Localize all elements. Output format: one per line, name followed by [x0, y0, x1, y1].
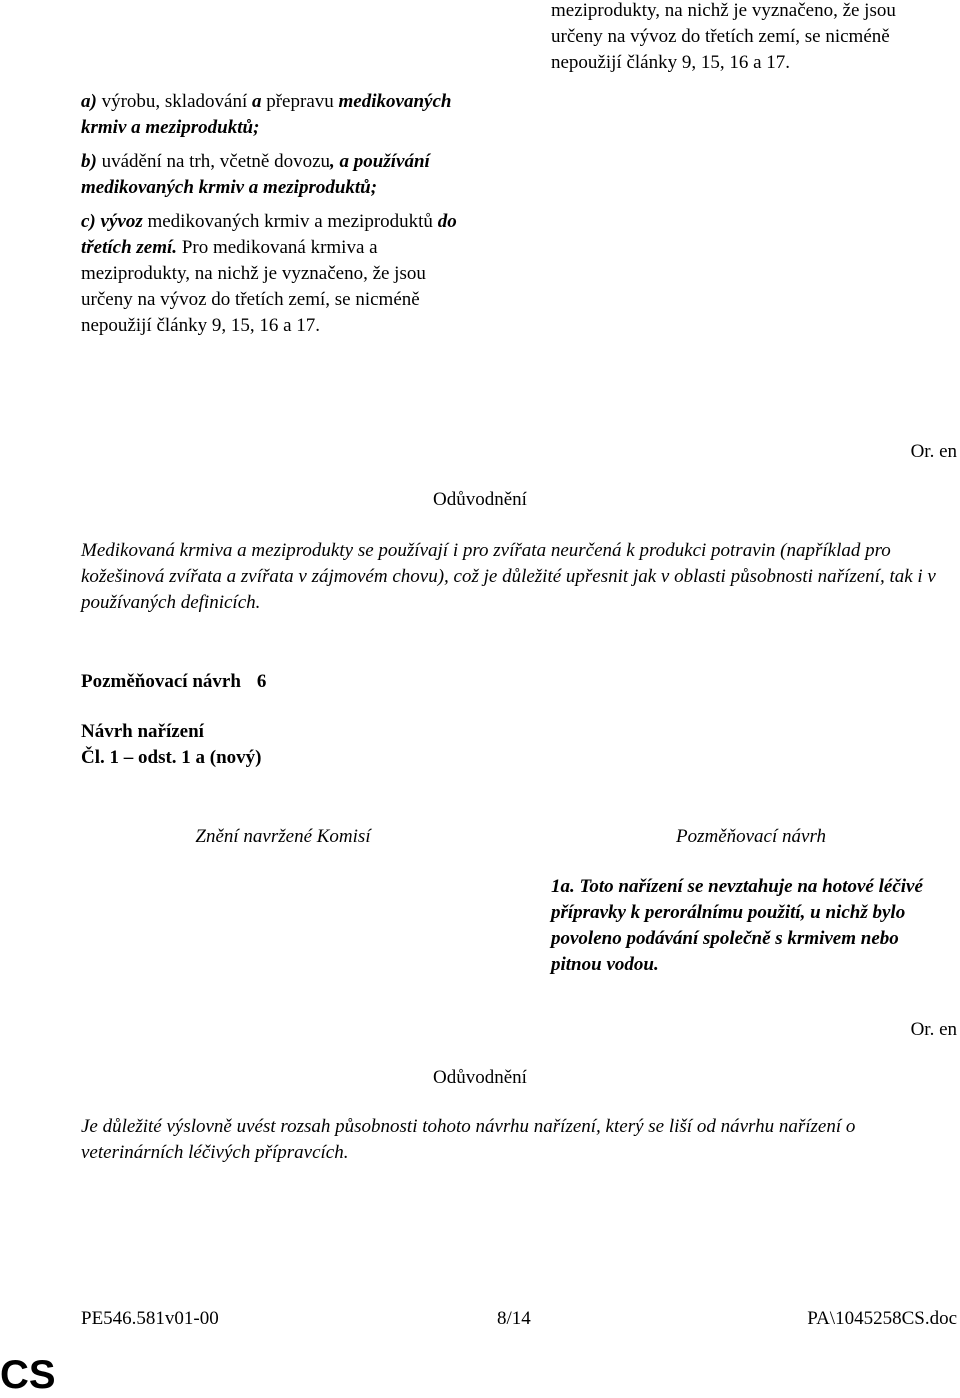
item-a-label: a) — [81, 91, 97, 112]
original-language: Or. en — [910, 441, 957, 462]
footer-page-number: 8/14 — [497, 1308, 531, 1329]
amendment-header: Pozměňovací návrh — [675, 826, 827, 847]
language-code: CS — [0, 1353, 56, 1397]
left-column-text — [81, 89, 481, 339]
item-b-label: b) — [81, 151, 97, 172]
item-c-label: c) — [81, 211, 96, 232]
amendment-title: Pozměňovací návrh 6 — [81, 671, 267, 692]
footer-doc-ref: PE546.581v01-00 — [81, 1308, 219, 1329]
footer-file-name: PA\1045258CS.doc — [807, 1308, 957, 1329]
commission-text-header: Znění navržené Komisí — [195, 826, 371, 847]
amendment-text: 1a. Toto nařízení se nevztahuje na hotové léčivé přípravky k perorálnímu použití, u nichž bylo povoleno podávání společně s krmivem nebo pitnou vodou. — [551, 876, 923, 975]
justification-text: Medikovaná krmiva a meziprodukty se používají i pro zvířata neurčená k produkci potravin (například pro kožešinová zvířata a zvířata v zájmovém chovu), což je důležité upřesnit jak v oblasti působnosti nařízení, tak i v používaných definicích. — [81, 540, 936, 613]
proposal-label: Návrh nařízení — [81, 721, 204, 742]
item-c: c) vývoz medikovaných krmiv a meziproduktů do třetích zemí. Pro medikovaná krmiva a meziprodukty, na nichž je vyznačeno, že jsou určeny na vývoz do třetích zemí, se nicméně nepoužijí články 9, 15, 16 a 17. — [81, 211, 457, 336]
item-a: a) výrobu, skladování a přepravu medikovaných krmiv a meziproduktů; — [81, 91, 452, 138]
right-column-text: meziprodukty, na nichž je vyznačeno, že jsou určeny na vývoz do třetích zemí, se nicméně nepoužijí články 9, 15, 16 a 17. — [551, 0, 896, 73]
original-language: Or. en — [910, 1019, 957, 1040]
article-reference: Čl. 1 – odst. 1 a (nový) — [81, 747, 262, 768]
item-b: b) uvádění na trh, včetně dovozu, a používání medikovaných krmiv a meziproduktů; — [81, 151, 430, 198]
justification-text: Je důležité výslovně uvést rozsah působnosti tohoto návrhu nařízení, který se liší od návrhu nařízení o veterinárních léčivých přípravcích. — [81, 1116, 856, 1163]
justification-heading: Odůvodnění — [433, 489, 527, 510]
justification-heading: Odůvodnění — [433, 1067, 527, 1088]
amendment-number: 6 — [256, 671, 267, 692]
